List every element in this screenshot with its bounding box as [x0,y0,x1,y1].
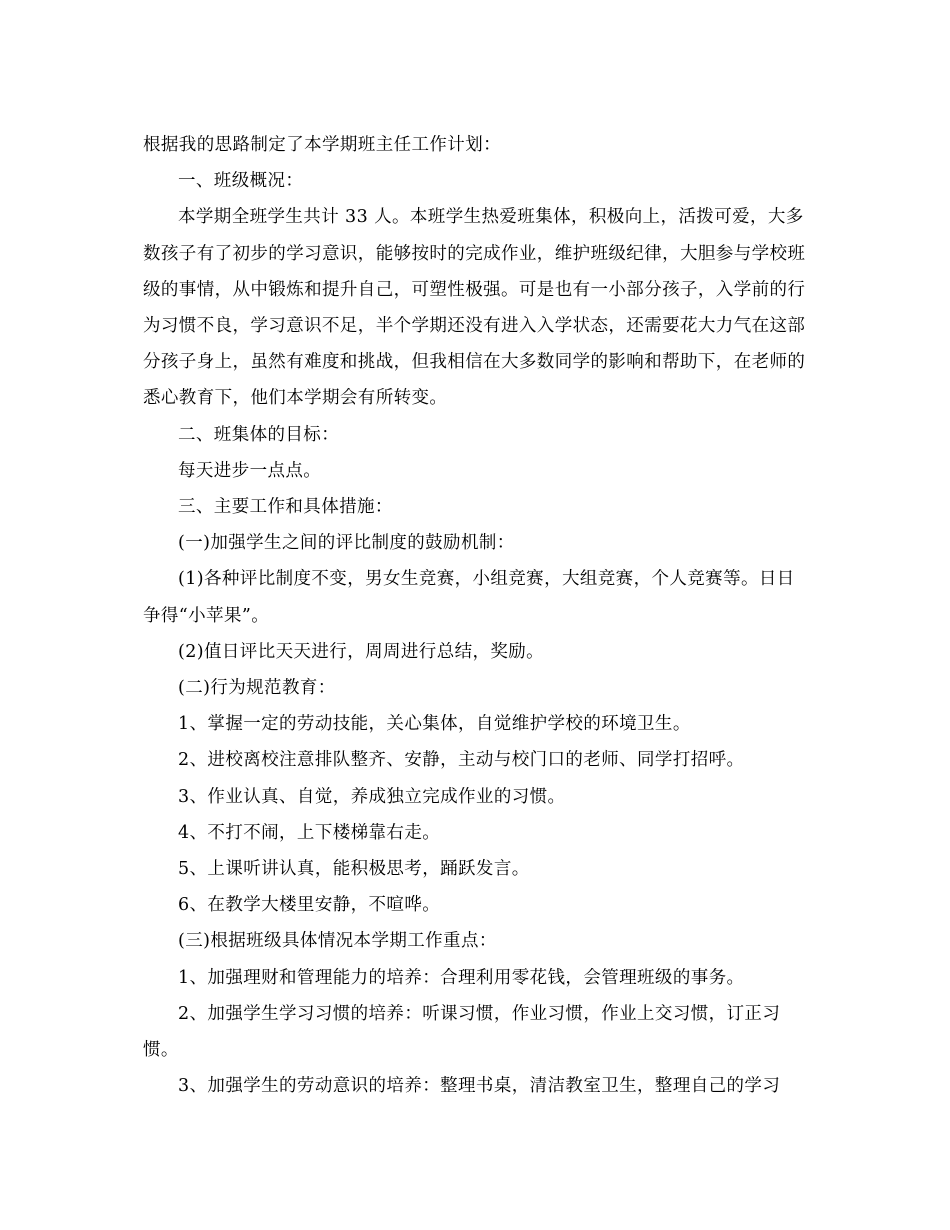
list-item: (2)值日评比天天进行，周周进行总结，奖励。 [178,641,545,662]
subsection-heading-evaluation: (一)加强学生之间的评比制度的鼓励机制： [178,533,515,554]
list-item: 1、掌握一定的劳动技能，关心集体，自觉维护学校的环境卫生。 [178,714,691,735]
list-item: 2、加强学生学习习惯的培养：听课习惯，作业习惯，作业上交习惯，订正习惯。 [143,1003,781,1061]
list-item: 2、进校离校注意排队整齐、安静，主动与校门口的老师、同学打招呼。 [178,750,745,771]
list-item: 4、不打不闹，上下楼梯靠右走。 [178,822,441,843]
subsection-heading-focus: (三)根据班级具体情况本学期工作重点： [178,931,497,952]
section-heading-class-goal: 二、班集体的目标： [178,424,340,445]
section-heading-class-overview: 一、班级概况： [178,171,304,192]
list-item: 3、加强学生的劳动意识的培养：整理书桌，清洁教室卫生，整理自己的学习 [178,1076,781,1097]
list-item: 3、作业认真、自觉，养成独立完成作业的习惯。 [178,786,566,807]
class-goal-paragraph: 每天进步一点点。 [178,460,322,481]
document-page [143,127,808,1104]
list-item: (1)各种评比制度不变，男女生竞赛，小组竞赛，大组竞赛，个人竞赛等。日日争得“小苹果”。 [143,569,795,626]
list-item: 6、在教学大楼里安静，不喧哗。 [178,895,441,916]
intro-paragraph: 根据我的思路制定了本学期班主任工作计划： [143,135,501,155]
list-item: 1、加强理财和管理能力的培养：合理利用零花钱，会管理班级的事务。 [178,967,745,988]
class-overview-paragraph: 本学期全班学生共计 33 人。本班学生热爱班集体，积极向上，活拨可爱，大多数孩子有了初步的学习意识，能够按时的完成作业，维护班级纪律，大胆参与学校班级的事情，从中锻炼和提升自己，可塑性极强。可是也有一小部分孩子，入学前的行为习惯不良，学习意识不足，半个学期还没有进入入学状态，还需要花大力气在这部分孩子身上，虽然有难度和挑战，但我相信在大多数同学的影响和帮助下，在老师的悉心教育下，他们本学期会有所转变。 [143,207,806,409]
list-item: 5、上课听讲认真，能积极思考，踊跃发言。 [178,859,530,880]
section-heading-main-work: 三、主要工作和具体措施： [178,497,393,518]
subsection-heading-behavior: (二)行为规范教育： [178,678,336,699]
